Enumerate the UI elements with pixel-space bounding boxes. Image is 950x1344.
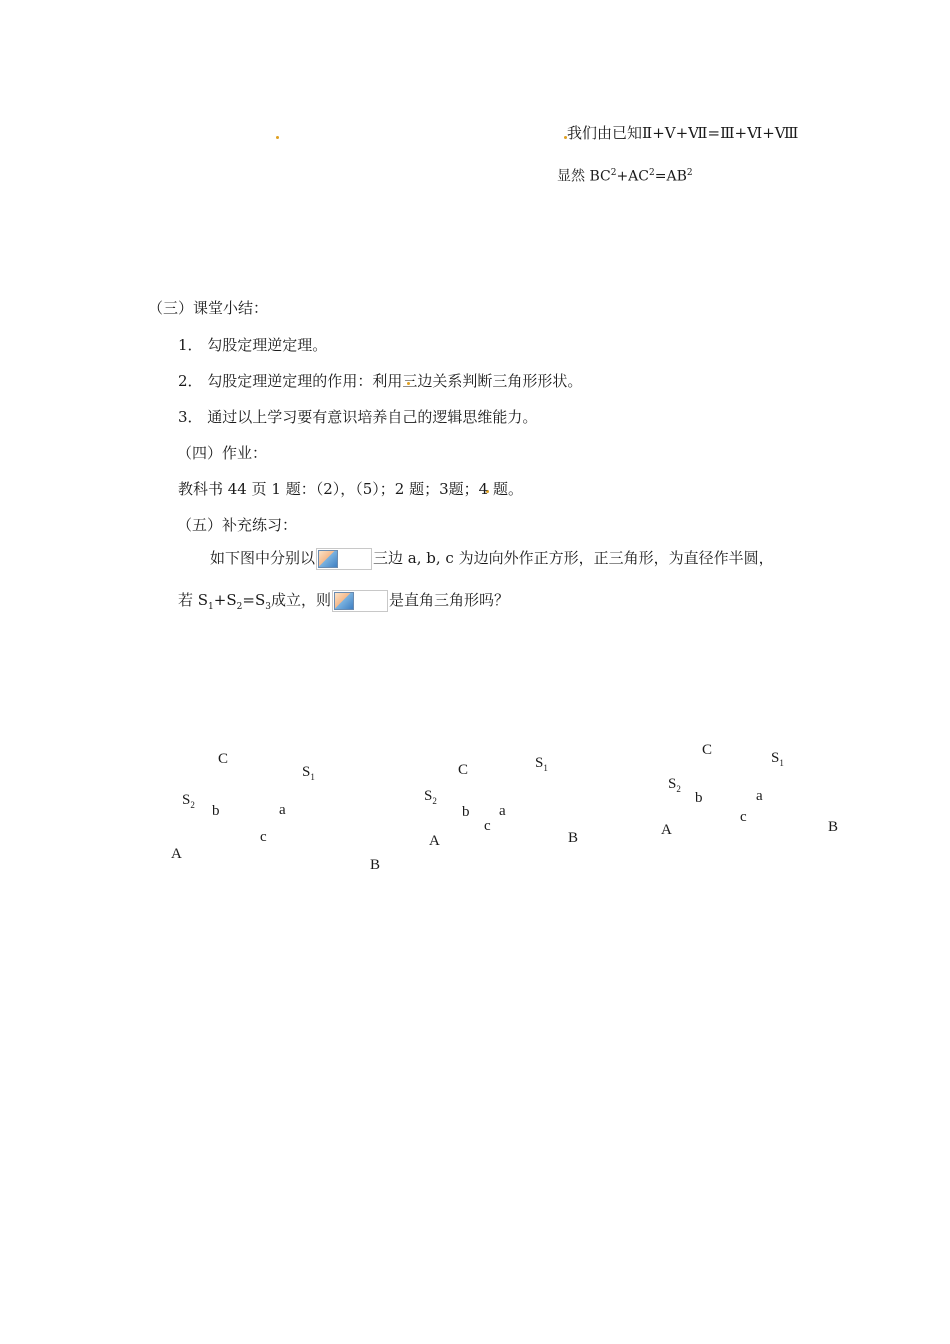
broken-image-icon bbox=[334, 592, 354, 610]
homework-text: 教科书 44 页 1 题：（2），（5）；2 题；3题；4 题。 bbox=[178, 480, 523, 498]
vertex-label-b: B bbox=[370, 857, 381, 873]
side-label-a: a bbox=[279, 802, 286, 818]
side-label-a: a bbox=[756, 788, 763, 804]
area-label-s2: $S_2$ bbox=[182, 792, 195, 810]
proof-line: 我们由已知Ⅱ+Ⅴ+Ⅶ=Ⅲ+Ⅵ+Ⅷ bbox=[567, 124, 799, 142]
area-label-s1: $S_1$ bbox=[302, 764, 315, 782]
vertex-label-a: A bbox=[429, 833, 440, 849]
summary-item: 1． 勾股定理逆定理。 bbox=[178, 336, 328, 354]
summary-item: 3． 通过以上学习要有意识培养自己的逻辑思维能力。 bbox=[178, 408, 538, 426]
area-label-s1: $S_1$ bbox=[771, 750, 784, 768]
side-label-b: b bbox=[212, 803, 220, 819]
summary-heading: （三）课堂小结： bbox=[148, 299, 269, 317]
practice-heading: （五）补充练习： bbox=[177, 516, 298, 534]
area-label-s1: $S_1$ bbox=[535, 755, 548, 773]
broken-image-icon bbox=[318, 550, 338, 568]
vertex-label-b: B bbox=[828, 819, 839, 835]
vertex-label-c: C bbox=[458, 762, 469, 778]
vertex-label-c: C bbox=[218, 751, 229, 767]
image-placeholder bbox=[316, 548, 372, 570]
summary-item: 2． 勾股定理逆定理的作用：利用三边关系判断三角形形状。 bbox=[178, 372, 583, 390]
vertex-label-a: A bbox=[661, 822, 672, 838]
side-label-a: a bbox=[499, 803, 506, 819]
image-placeholder bbox=[332, 590, 388, 612]
area-label-s2: $S_2$ bbox=[424, 788, 437, 806]
side-label-b: b bbox=[695, 790, 703, 806]
practice-question-line1: 如下图中分别以 三边 a, b, c 为边向外作正方形，正三角形，为直径作半圆， bbox=[210, 548, 774, 570]
vertex-label-b: B bbox=[568, 830, 579, 846]
practice-question-line2: 若 $S_1+S_2=S_3$成立，则 是直角三角形吗？ bbox=[178, 591, 509, 612]
area-label-s2: $S_2$ bbox=[668, 776, 681, 794]
homework-heading: （四）作业： bbox=[177, 444, 268, 462]
vertex-label-c: C bbox=[702, 742, 713, 758]
side-label-c: c bbox=[260, 829, 267, 845]
vertex-label-a: A bbox=[171, 846, 182, 862]
side-label-c: c bbox=[484, 818, 491, 834]
conclusion-line: 显然 $BC^2+AC^2=AB^2$ bbox=[557, 168, 693, 185]
side-label-c: c bbox=[740, 809, 747, 825]
side-label-b: b bbox=[462, 804, 470, 820]
decor-dot bbox=[276, 136, 279, 139]
